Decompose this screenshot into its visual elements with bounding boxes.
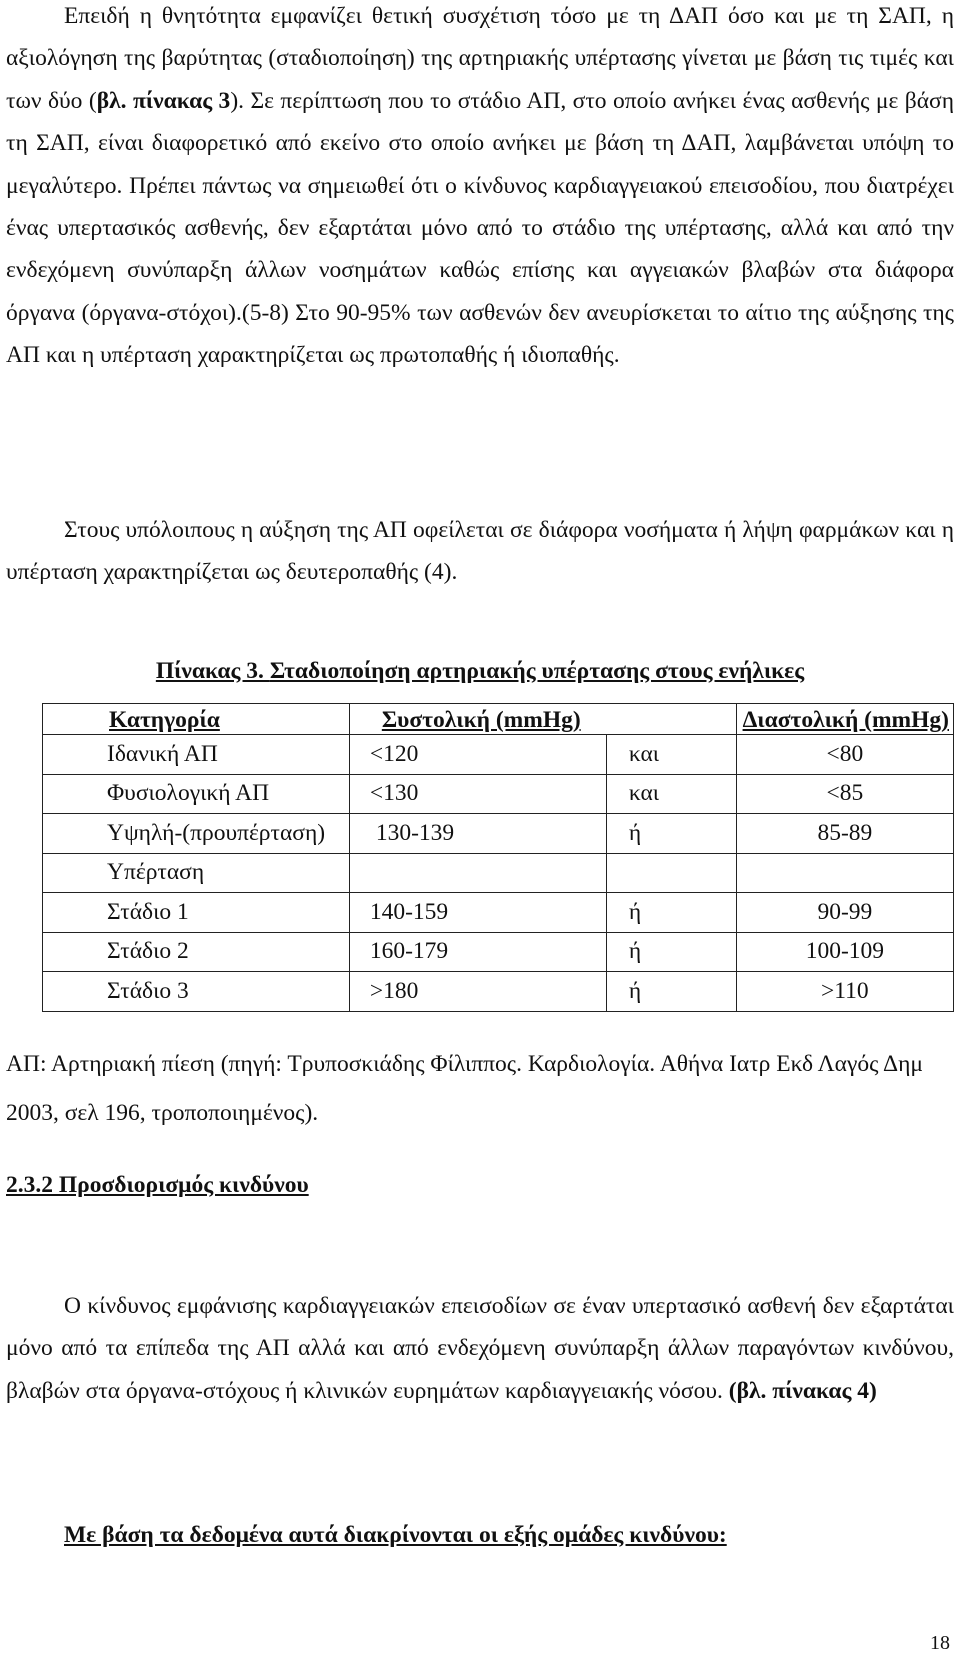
risk-paragraph xyxy=(6,1285,954,1412)
cell-systolic: 140-159 xyxy=(349,893,606,933)
risk-groups-lead: Με βάση τα δεδομένα αυτά διακρίνονται οι εξής ομάδες κινδύνου: xyxy=(64,1522,727,1548)
table-row xyxy=(43,774,954,814)
table-header-row xyxy=(43,704,954,735)
cell-systolic: 130-139 xyxy=(349,814,606,854)
table-row xyxy=(43,853,954,893)
hypertension-staging-table xyxy=(42,703,954,1012)
cell-category: Φυσιολογική ΑΠ xyxy=(43,774,350,814)
cell-systolic: <130 xyxy=(349,774,606,814)
table-source-note: ΑΠ: Αρτηριακή πίεση (πηγή: Τρυποσκιάδης Φίλιππος. Καρδιολογία. Αθήνα Ιατρ Εκδ Λαγός Δημ 2003, σελ 196, τροποποιημένος). xyxy=(6,1051,923,1126)
risk-paragraph-text: Ο κίνδυνος εμφάνισης καρδιαγγειακών επεισοδίων σε έναν υπερτασικό ασθενή δεν εξαρτάται μόνο από τα επίπεδα της ΑΠ αλλά και από ενδεχόμενη συνύπαρξη άλλων παραγόντων κινδύνου, βλαβών στα όργανα-στόχους ή κλινικών ευρημάτων καρδιαγγειακής νόσου. xyxy=(6,1293,954,1404)
cell-conjunction: και xyxy=(606,735,736,775)
intro-text-a: Επειδή η θνητότητα εμφανίζει θετική συσχέτιση τόσο με τη ΔΑΠ όσο και με τη ΣΑΠ, η αξιολόγηση της βαρύτητας (σταδιοποίηση) της αρτηριακής υπέρτασης γίνεται με βάση τις τιμές και των δύο ( xyxy=(6,3,954,114)
cell-conjunction: και xyxy=(606,774,736,814)
table-caption-prefix: Πίνακας 3. xyxy=(155,658,270,684)
table-row xyxy=(43,814,954,854)
cell-category: Στάδιο 2 xyxy=(43,932,350,972)
table-body xyxy=(43,735,954,1012)
cell-diastolic: <80 xyxy=(736,735,953,775)
header-systolic: Συστολική (mmHg) xyxy=(349,704,736,735)
cell-systolic: >180 xyxy=(349,972,606,1012)
table-row xyxy=(43,972,954,1012)
header-diastolic: Διαστολική (mmHg) xyxy=(736,704,953,735)
table-row xyxy=(43,735,954,775)
cell-category: Υψηλή-(προυπέρταση) xyxy=(43,814,350,854)
cell-conjunction: ή xyxy=(606,932,736,972)
cell-category: Υπέρταση xyxy=(43,853,350,893)
cell-conjunction: ή xyxy=(606,893,736,933)
cell-diastolic: <85 xyxy=(736,774,953,814)
cell-conjunction: ή xyxy=(606,814,736,854)
cell-diastolic xyxy=(736,853,953,893)
table-caption xyxy=(0,658,960,685)
cell-systolic: 160-179 xyxy=(349,932,606,972)
header-category: Κατηγορία xyxy=(43,704,350,735)
table-row xyxy=(43,893,954,933)
cell-diastolic: 85-89 xyxy=(736,814,953,854)
cell-category: Ιδανική ΑΠ xyxy=(43,735,350,775)
section-heading: 2.3.2 Προσδιορισμός κινδύνου xyxy=(6,1172,309,1198)
cell-conjunction xyxy=(606,853,736,893)
cell-conjunction: ή xyxy=(606,972,736,1012)
intro-text-b: ). Σε περίπτωση που το στάδιο ΑΠ, στο οποίο ανήκει ένας ασθενής με βάση τη ΣΑΠ, είναι διαφορετικό από εκείνο στο οποίο ανήκει με βάση τη ΔΑΠ, λαμβάνεται υπόψη το μεγαλύτερο. Πρέπει πάντως να σημειωθεί ότι ο κίνδυνος καρδιαγγειακού επεισοδίου, που διατρέχει ένας υπερτασικός ασθενής, δεν εξαρτάται μόνο από το στάδιο της υπέρτασης, αλλά και από την ενδεχόμενη συνύπαρξη άλλων νοσημάτων καθώς επίσης και αγγειακών βλαβών στα διάφορα όργανα (όργανα-στόχοι).(5-8) Στο 90-95% των ασθενών δεν ανευρίσκεται το αίτιο της αύξησης της ΑΠ και η υπέρταση χαρακτηρίζεται ως πρωτοπαθής ή ιδιοπαθής. xyxy=(6,87,954,369)
secondary-hypertension-paragraph: Στους υπόλοιπους η αύξηση της ΑΠ οφείλεται σε διάφορα νοσήματα ή λήψη φαρμάκων και η υπέρταση χαρακτηρίζεται ως δευτεροπαθής (4). xyxy=(6,517,954,586)
page-number: 18 xyxy=(930,1632,950,1654)
cell-category: Στάδιο 1 xyxy=(43,893,350,933)
cell-systolic xyxy=(349,853,606,893)
cell-diastolic: >110 xyxy=(736,972,953,1012)
table-row xyxy=(43,932,954,972)
cell-diastolic: 100-109 xyxy=(736,932,953,972)
table-3-reference: βλ. πίνακας 3 xyxy=(96,87,231,114)
table-caption-title: Σταδιοποίηση αρτηριακής υπέρτασης στους ενήλικες xyxy=(269,658,805,684)
table-4-reference: (βλ. πίνακας 4) xyxy=(728,1377,877,1404)
cell-category: Στάδιο 3 xyxy=(43,972,350,1012)
intro-paragraph xyxy=(6,0,954,377)
cell-diastolic: 90-99 xyxy=(736,893,953,933)
cell-systolic: <120 xyxy=(349,735,606,775)
